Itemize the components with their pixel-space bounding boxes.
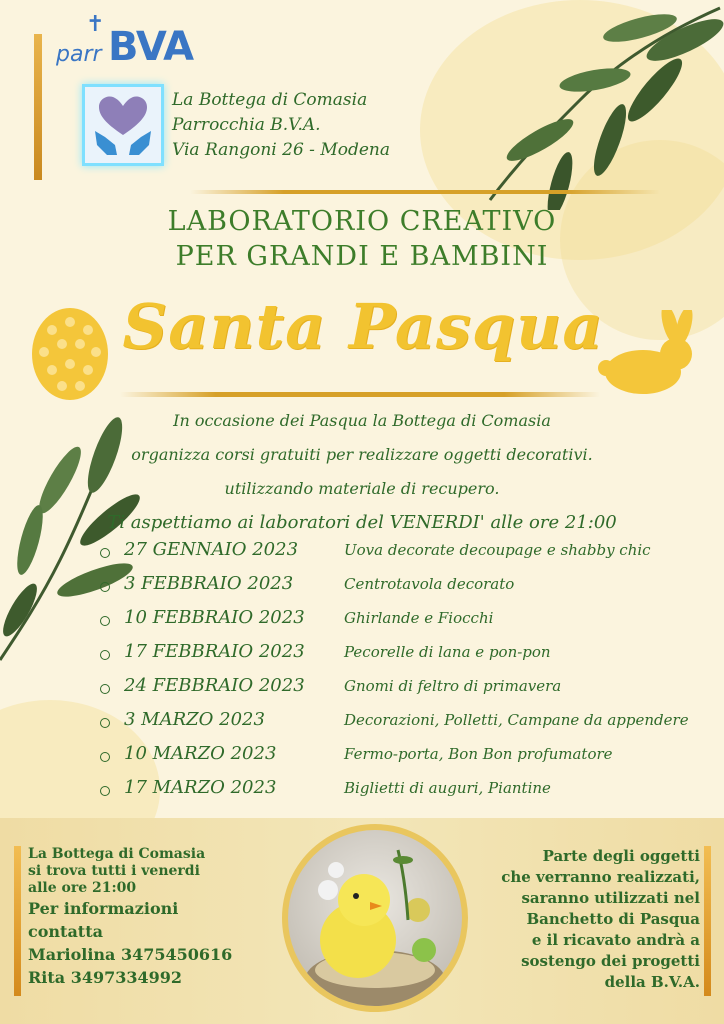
schedule-date: 17 MARZO 2023 [124,777,277,798]
footer-left-line: alle ore 21:00 [28,880,137,896]
bullet-icon [100,752,110,762]
address-block [172,88,390,163]
bullet-icon [100,718,110,728]
schedule-desc: Decorazioni, Polletti, Campane da appendere [344,711,689,729]
footer-right-line: e il ricavato andrà a [531,931,700,949]
footer-right-line: Parte degli oggetti [542,847,700,865]
intro-line-2: organizza corsi gratuiti per realizzare oggetti decorativi. [131,445,593,464]
footer-left-line: Per informazioni [28,899,179,918]
schedule-desc: Fermo-porta, Bon Bon profumatore [344,745,613,763]
logo-bva-text: BVA [108,24,194,70]
schedule-date: 3 FEBBRAIO 2023 [124,573,294,594]
schedule-desc: Pecorelle di lana e pon-pon [344,643,551,661]
intro-line-1: In occasione dei Pasqua la Bottega di Comasia [173,411,551,430]
bullet-icon [100,616,110,626]
intro-line-4: Ti aspettiamo ai laboratori del VENERDI' alle ore 21:00 [107,512,617,533]
schedule-desc: Ghirlande e Fiocchi [344,609,494,627]
bullet-icon [100,582,110,592]
intro-text [0,404,724,540]
schedule-desc: Gnomi di feltro di primavera [344,677,562,695]
gold-accent-bar [14,846,21,996]
footer-right-line: sostengo dei progetti [521,952,700,970]
schedule-date: 10 FEBBRAIO 2023 [124,607,305,628]
schedule-desc: Uova decorate decoupage e shabby chic [344,541,651,559]
title-block [0,204,724,274]
gold-accent-bar [34,34,42,180]
heart-hands-icon [82,84,164,166]
footer-right-line: Banchetto di Pasqua [526,910,700,928]
title-line-1: LABORATORIO CREATIVO [167,206,557,237]
footer-left-line: La Bottega di Comasia [28,846,206,862]
intro-line-3: utilizzando materiale di recupero. [224,479,500,498]
footer-left-line: si trova tutti i venerdi [28,863,200,879]
chick-photo [282,824,468,1012]
bunny-icon [598,310,698,396]
footer-right-line: saranno utilizzati nel [521,889,700,907]
schedule-date: 3 MARZO 2023 [124,709,265,730]
gold-accent-bar [704,846,711,996]
gold-divider [190,190,660,194]
schedule-date: 17 FEBBRAIO 2023 [124,641,305,662]
olive-branch-icon [470,0,724,210]
bullet-icon [100,684,110,694]
gold-divider [120,392,600,397]
schedule-desc: Centrotavola decorato [344,575,515,593]
schedule-date: 24 FEBBRAIO 2023 [124,675,305,696]
contact-rita: Rita 3497334992 [28,968,183,987]
footer-info-left [28,846,232,989]
footer-right-line: della B.V.A. [604,973,700,991]
bullet-icon [100,548,110,558]
bullet-icon [100,650,110,660]
santa-pasqua-title: Santa Pasqua [122,290,604,363]
address-line-1: La Bottega di Comasia [172,90,368,110]
logo-parr-text: parr [56,42,102,67]
address-line-2: Parrocchia B.V.A. [172,115,321,135]
easter-egg-icon [30,300,110,402]
schedule-desc: Biglietti di auguri, Piantine [344,779,551,797]
schedule-date: 27 GENNAIO 2023 [124,539,299,560]
footer-right-line: che verranno realizzati, [501,868,700,886]
title-line-2: PER GRANDI E BAMBINI [175,241,549,272]
bullet-icon [100,786,110,796]
cross-icon: ✝ [86,12,105,37]
address-line-3: Via Rangoni 26 - Modena [172,140,390,160]
contact-mariolina: Mariolina 3475450616 [28,945,233,964]
schedule-date: 10 MARZO 2023 [124,743,277,764]
parrbva-logo [56,12,196,72]
footer-info-right [501,846,700,993]
footer-left-line: contatta [28,922,103,941]
